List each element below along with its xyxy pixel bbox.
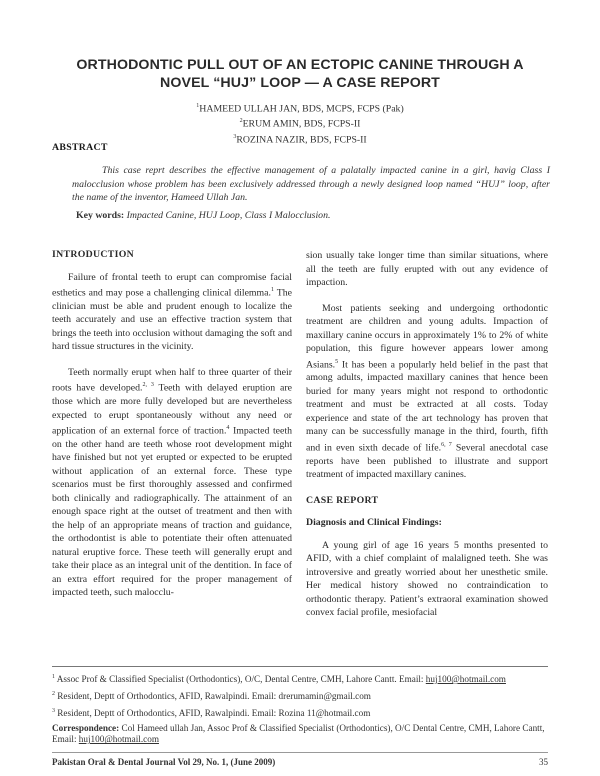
case-paragraph-1: A young girl of age 16 years 5 months presented to AFID, with a chief complaint of malaligned teeth. She was introversive and greatly worried about her unesthetic smile. Her medical history showed no contraindication to orthodontic therapy. Patient’s extraoral examination showed convex facial profile, mesiofacial [306, 539, 548, 619]
title-line-2: NOVEL “HUJ” LOOP — A CASE REPORT [160, 75, 440, 91]
title-line-1: ORTHODONTIC PULL OUT OF AN ECTOPIC CANINE THROUGH A [76, 57, 524, 73]
diagnosis-subheading: Diagnosis and Clinical Findings: [306, 517, 442, 529]
intro-paragraph-4: Most patients seeking and undergoing orthodontic treatment are children and young adults. Impaction of maxillary canine occurs in approximately 1% to 2% of white population, this figure however appears lower among Asians.$^5$ It has been a popularly held belief in the past that among adults, impacted maxillary canines that hence been buried for many years might not respond to orthodontic treatment and must be extracted at all costs. Today experience and state of the art technology has proven that many can be successfully manage in the third, fourth, fifth and in even sixth decade of life.$^{6, 7}$ Several anecdotal case reports have been published to illustrate and support treatment of impacted maxillary canines. [306, 302, 548, 481]
case-report-heading: CASE REPORT [306, 494, 379, 506]
introduction-heading: INTRODUCTION [52, 249, 134, 260]
abstract-text: This case reprt describes the effective management of a palatally impacted canine in a girl, havig Class I malocclusion whose problem has been exclusively addressed through a newly designed loop named “HUJ” loop, after the name of the inventor, Hameed Ullah Jan. [72, 165, 550, 203]
article-title [40, 56, 560, 92]
author-1: $^1$HAMEED ULLAH JAN, BDS, MCPS, FCPS (Pak) [196, 103, 404, 115]
page-number: 35 [539, 757, 548, 767]
email-link-1[interactable]: huj100@hotmail.com [425, 674, 506, 685]
left-column [52, 248, 292, 612]
intro-paragraph-2: Teeth normally erupt when half to three quarter of their roots have developed.$^{2, 3}$ Teeth with delayed eruption are those which are more fully developed but are nevertheless expected to erupt spontaneously without any need or application of an external force of traction.$^4$ Impacted teeth on the other hand are teeth whose root development might have finished but not yet erupted or expected to be erupted without application of an external force. These type scenarios must be first thoroughly assessed and confirmed both clinically and radiographically. The attainment of an enough space right at the outset of treatment and then with the help of an appropriate means of traction and guidance, the orthodontist is able to potentiate their often attenuated natural eruptive force. These teeth will generally erupt and take their place as an integral unit of the dentition. In face of an extra effort required for the proper management of impacted teeth, such malocclu- [52, 366, 292, 599]
footnote-3: $^3$ Resident, Deptt of Orthodontics, AFID, Rawalpindi. Email: Rozina 11@hotmail.com [52, 707, 371, 718]
footnote-2: $^2$ Resident, Deptt of Orthodontics, AFID, Rawalpindi. Email: drerumamin@gmail.com [52, 690, 371, 701]
correspondence: Correspondence: Col Hameed ullah Jan, Assoc Prof & Classified Specialist (Orthodontics), O/C Dental Centre, CMH, Lahore Cantt, Email: huj100@hotmail.com [52, 722, 545, 745]
journal-citation: Pakistan Oral & Dental Journal Vol 29, No. 1, (June 2009) [52, 757, 276, 767]
keywords-label: Key words: [76, 210, 125, 221]
keywords-list: Impacted Canine, HUJ Loop, Class I Malocclusion. [126, 210, 331, 221]
author-3: $^3$ROZINA NAZIR, BDS, FCPS-II [233, 133, 367, 145]
intro-paragraph-1: Failure of frontal teeth to erupt can compromise facial esthetics and may pose a challenging clinical dilemma.$^1$ The clinician must be able and prudent enough to localize the teeth accurately and use an effective traction system that brings the teeth into occlusion without damaging the soft and hard tissue structures in the vicinity. [52, 271, 292, 353]
abstract-heading: ABSTRACT [52, 142, 108, 153]
author-list [140, 100, 460, 146]
email-link-correspondence[interactable]: huj100@hotmail.com [78, 734, 159, 745]
footnotes [52, 672, 548, 749]
intro-paragraph-3: sion usually take longer time than similar situations, where all the teeth are fully erupted with out any evidence of impaction. [306, 250, 548, 288]
right-column [306, 249, 548, 632]
keywords [76, 210, 554, 221]
author-2: $^2$ERUM AMIN, BDS, FCPS-II [239, 118, 361, 130]
footnote-1: $^1$ Assoc Prof & Classified Specialist (Orthodontics), O/C, Dental Centre, CMH, Lahore Cantt. Email: huj100@hotmail.com [52, 674, 506, 685]
footnote-divider [52, 666, 548, 667]
footer-divider [52, 752, 548, 753]
